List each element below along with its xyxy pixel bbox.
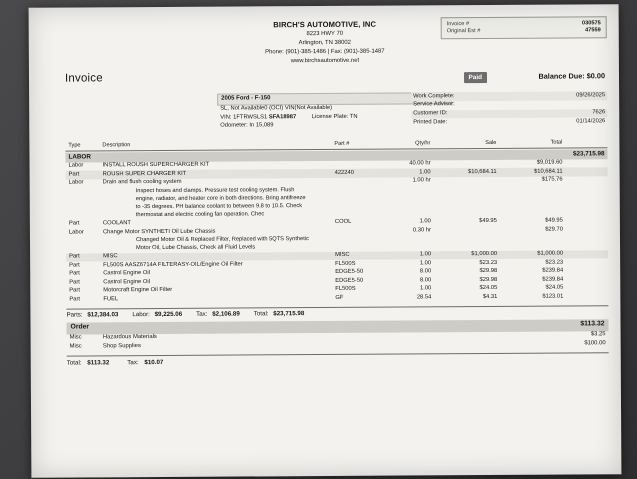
row-part: [335, 161, 389, 169]
row-description: Shop Supplies: [102, 343, 141, 350]
row-sale: $49.95: [479, 218, 497, 225]
row-part: EDGE5-50: [335, 277, 364, 284]
row-type: Labor: [68, 229, 84, 236]
row-sale: [441, 227, 505, 235]
row-type: Part: [69, 279, 80, 286]
section-label: LABOR: [68, 153, 91, 161]
invoice-sheet: [29, 4, 622, 478]
row-description: Castrol Engine Oil: [103, 278, 150, 286]
row-description: COOLANT: [102, 220, 131, 227]
col-header-description: Description: [102, 142, 131, 149]
row-total: $123.01: [542, 293, 564, 300]
row-part: MISC: [335, 252, 350, 259]
row-total: $49.95: [545, 217, 563, 224]
col-header-sale: Sale: [485, 139, 497, 147]
service-label: Printed Date:: [413, 119, 448, 126]
total-value: $23,715.98: [273, 309, 305, 318]
row-type: Misc: [69, 343, 82, 350]
vehicle-service-bar: [65, 91, 607, 138]
row-qty: 8.00: [419, 277, 432, 284]
row-sale: $29.98: [479, 276, 498, 283]
company-name: BIRCH'S AUTOMOTIVE, INC: [273, 19, 377, 30]
row-total: $9,019.60: [536, 159, 563, 167]
row-qty: 1.00: [419, 260, 432, 267]
service-label: Customer ID:: [413, 110, 448, 117]
row-type: Labor: [68, 179, 84, 186]
row-description: Change Motor SYNTHETI Oil Lube Chassis: [102, 228, 216, 236]
odometer-value: In 15,089: [249, 122, 274, 129]
row-description: FUEL: [103, 296, 119, 303]
row-qty: 1.00 hr: [412, 177, 431, 184]
total-value: $113.32: [87, 359, 110, 367]
invoice-number-box: [441, 16, 607, 39]
row-sale: $23.23: [479, 259, 498, 266]
status-badge: Paid: [463, 72, 487, 83]
total-label: Tax:: [127, 359, 139, 367]
row-sale: $4.31: [482, 293, 498, 300]
row-type: Part: [68, 171, 80, 178]
row-part: COOL: [334, 218, 352, 226]
total-value: $12,384.03: [87, 311, 119, 319]
row-part: FL500S: [335, 260, 356, 267]
note-text: Changed Motor Oil & Replaced Filter, Replaced with 5QTS Synthetic: [135, 236, 309, 244]
row-total: $1,000.00: [537, 250, 564, 258]
vin-label: VIN:: [220, 114, 232, 121]
vin-value: 1FTRWSLS1: [233, 114, 268, 121]
row-description: MISC: [103, 253, 118, 260]
row-sale: $24.05: [479, 285, 498, 292]
total-item: [67, 359, 110, 367]
vehicle-title: 2005 Ford - F-150: [217, 92, 452, 105]
company-address-1: 8223 HWY 70: [306, 31, 344, 38]
row-type: Part: [69, 287, 80, 294]
invoice-paper: [29, 4, 622, 478]
original-estimate-row: [447, 27, 601, 35]
page-title: Invoice: [64, 72, 103, 85]
row-qty: 1.00: [419, 169, 431, 176]
row-qty: 1.00: [419, 218, 431, 225]
col-header-qty: Qty/hr: [415, 140, 431, 147]
total-item: [66, 311, 118, 319]
company-phone: Phone: (901)-385-1486 | Fax: (901)-385-1487: [265, 48, 385, 56]
total-item: [196, 310, 240, 318]
order-totals: [67, 353, 609, 368]
row-part: FL500S: [335, 286, 356, 293]
row-total: $24.05: [545, 284, 564, 291]
row-type: Part: [69, 270, 80, 277]
total-value: $10.07: [144, 358, 164, 367]
service-row: [411, 118, 607, 128]
order-total: $113.32: [580, 320, 605, 328]
col-header-total: Total: [550, 139, 563, 146]
row-qty: 8.00: [419, 268, 432, 275]
invoice-number-value: 030575: [581, 20, 601, 27]
row-description: ROUSH SUPER CHARGER KIT: [102, 170, 187, 178]
total-item: [254, 310, 305, 318]
row-description: Hazardous Materials: [102, 334, 157, 341]
original-estimate-label: Original Est #: [446, 28, 481, 35]
row-type: Misc: [69, 334, 82, 341]
row-total: $23.23: [545, 259, 564, 266]
note-text: to -35 degrees. PH balance coolant to between 9.8 to 10.5. Check: [135, 202, 303, 210]
invoice-number-label: Invoice #: [446, 21, 470, 28]
balance-due: Balance Due: $0.00: [538, 71, 606, 81]
note-text: thermostat and electric cooling fan operation. Chec: [135, 211, 265, 219]
vehicle-subline: SL, Not Available0 (OCI) VIN(Not Available): [220, 105, 333, 112]
row-total: $239.84: [542, 267, 564, 274]
row-part: [335, 227, 389, 235]
note-text: engine, radiator, and heater core in both directions. Bring antifreeze: [135, 194, 306, 202]
total-label: Parts:: [66, 311, 83, 319]
total-label: Total:: [253, 310, 269, 318]
service-label: Work Complete:: [413, 92, 455, 100]
vin-value-bold: SFA18987: [268, 114, 297, 121]
row-total: $100.00: [584, 340, 606, 347]
license-plate-label: License Plate:: [311, 113, 349, 120]
row-total: $175.76: [541, 176, 563, 184]
row-type: Part: [68, 220, 80, 227]
company-block: [225, 19, 425, 66]
row-description: Castrol Engine Oil: [103, 270, 150, 277]
row-qty: 1.00: [419, 251, 432, 258]
document-header: [29, 4, 619, 70]
total-item: [127, 359, 163, 367]
row-type: Part: [69, 296, 81, 303]
service-value: 09/26/2025: [576, 91, 606, 99]
row-qty: 1.00: [419, 285, 432, 292]
row-total: $3.25: [590, 331, 606, 338]
original-estimate-value: 47559: [585, 27, 601, 34]
row-total: $239.84: [542, 276, 564, 283]
odometer-label: Odometer:: [220, 122, 248, 130]
col-header-part: Part #: [334, 140, 350, 147]
total-label: Total:: [66, 359, 82, 367]
total-item: [132, 311, 182, 319]
row-part: [335, 178, 389, 186]
total-label: Tax:: [196, 310, 208, 318]
license-plate-value: TN: [349, 113, 358, 120]
note-text: Motor Oil, Lube Chassis, Check all Fluid Levels: [136, 244, 256, 252]
row-type: Part: [69, 262, 80, 269]
row-total: $10,684.11: [533, 168, 563, 175]
row-description: INSTALL ROUSH SUPERCHARGER KIT: [102, 162, 210, 169]
row-description: FL500S AASZ6714A FILTERASY-OIL/Engine Oil Filter: [103, 261, 243, 269]
total-value: $2,106.89: [212, 310, 240, 318]
row-sale: $10,684.11: [467, 168, 497, 175]
row-part: EDGE5-50: [335, 269, 364, 276]
row-qty: 40.00 hr: [409, 160, 431, 167]
line-items-table: [65, 139, 608, 304]
invoice-title-band: [29, 68, 619, 92]
row-part: GF: [335, 294, 344, 301]
row-part: 422240: [334, 169, 354, 176]
row-qty: 28.54: [416, 294, 432, 301]
row-description: Drain and flush cooling system: [102, 179, 182, 186]
row-qty: 0.30 hr: [412, 227, 431, 234]
total-value: $9,225.06: [154, 310, 183, 318]
row-total: $29.70: [545, 226, 563, 233]
total-label: Labor:: [132, 310, 150, 318]
service-box: [411, 91, 607, 127]
company-website: www.birchsautomotive.net: [290, 58, 360, 65]
col-header-type: Type: [68, 142, 81, 149]
row-type: Labor: [68, 162, 84, 169]
service-label: Service Advisor:: [413, 101, 455, 108]
row-description: Motorcraft Engine Oil Filter: [103, 287, 173, 294]
row-sale: $1,000.00: [471, 251, 498, 258]
row-sale: [441, 160, 505, 168]
section-total: $23,715.98: [572, 150, 605, 158]
order-label: Order: [70, 323, 90, 331]
row-sale: [441, 177, 505, 185]
company-address-2: Arlington, TN 38002: [298, 40, 351, 47]
service-value: 7626: [592, 109, 606, 116]
service-value: 01/14/2026: [576, 118, 606, 125]
labor-totals: [66, 305, 608, 319]
note-text: Inspect hoses and clamps. Pressure test cooling system. Flush: [135, 186, 295, 194]
row-type: Part: [69, 253, 80, 260]
row-sale: $29.98: [479, 268, 498, 275]
